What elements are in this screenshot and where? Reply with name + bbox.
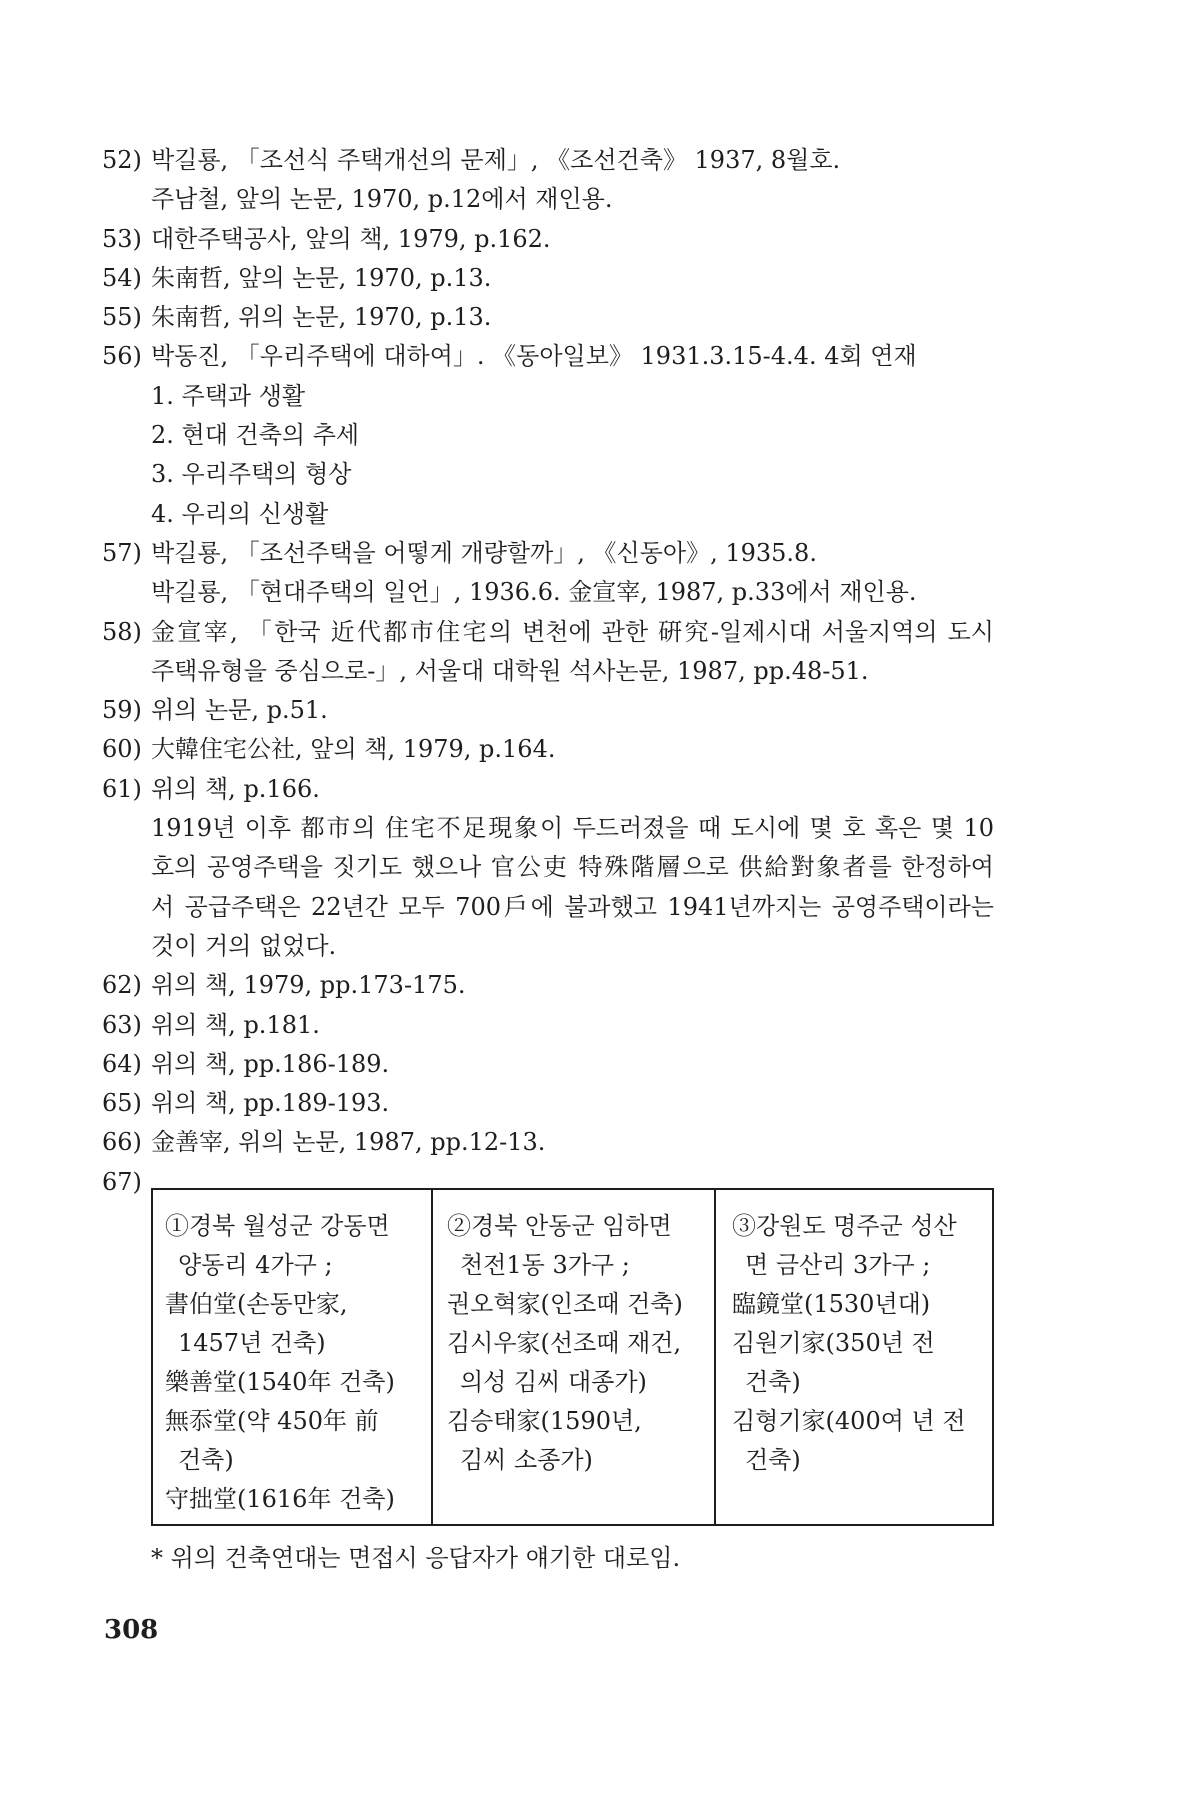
footnote-line: 위의 논문, p.51. — [151, 696, 328, 725]
footnote-line: 위의 책, p.181. — [151, 1010, 320, 1039]
footnote-paragraph-line: 1919년 이후 都市의 住宅不足現象이 두드러졌을 때 도시에 몇 호 혹은 몇 10 — [151, 814, 994, 843]
footnote-line: 주남철, 앞의 논문, 1970, p.12에서 재인용. — [151, 185, 613, 214]
footnote-number: 53) — [102, 224, 142, 253]
footnote-paragraph-line: 것이 거의 없었다. — [151, 931, 337, 960]
footnote-number: 54) — [102, 263, 142, 292]
footnote-list-item: 4. 우리의 신생활 — [151, 499, 329, 528]
footnote-66 — [102, 1123, 994, 1162]
footnote-number: 61) — [102, 774, 142, 803]
footnote-number: 65) — [102, 1089, 142, 1118]
footnotes-list — [102, 141, 994, 1202]
footnote-number: 59) — [102, 696, 142, 725]
footnote-52 — [102, 141, 994, 220]
footnote-line: 박길룡, 「조선식 주택개선의 문제」, 《조선건축》 1937, 8월호. — [151, 146, 841, 174]
table-cell-line: 천전1동 3가구 ; — [460, 1251, 630, 1279]
footnote-paragraph-line: 호의 공영주택을 짓기도 했으나 官公吏 特殊階層으로 供給對象者를 한정하여 — [151, 853, 994, 882]
table-cell-line: 김씨 소종가) — [460, 1446, 593, 1474]
footnote-paragraph-line: 서 공급주택은 22년간 모두 700戶에 불과했고 1941년까지는 공영주택이라는 — [151, 892, 994, 921]
footnote-53 — [102, 220, 994, 259]
table-column-gyeongbuk-wolseong — [153, 1190, 431, 1524]
table-cell-line: ③강원도 명주군 성산 — [732, 1212, 957, 1240]
table-cell-line: 의성 김씨 대종가) — [460, 1368, 647, 1396]
page-number: 308 — [104, 1615, 159, 1645]
table-cell-line: 臨鏡堂(1530년대) — [732, 1290, 931, 1318]
footnote-number: 57) — [102, 538, 142, 567]
table-cell-line: 김승태家(1590년, — [447, 1407, 642, 1435]
table-cell-line: 김형기家(400여 년 전 — [732, 1407, 966, 1435]
footnote-number: 52) — [102, 146, 142, 174]
table-column-gyeongbuk-andong — [431, 1190, 714, 1524]
footnote-57 — [102, 534, 994, 613]
footnote-56 — [102, 337, 994, 533]
footnote-line: 박동진, 「우리주택에 대하여」. 《동아일보》 1931.3.15-4.4. 4회 연재 — [151, 342, 917, 371]
table-cell-line: 樂善堂(1540年 건축) — [165, 1368, 395, 1396]
footnote-number: 60) — [102, 735, 142, 764]
footnote-line: 金善宰, 위의 논문, 1987, pp.12-13. — [151, 1128, 546, 1157]
footnote-number: 58) — [102, 617, 142, 646]
footnote-line: 박길룡, 「조선주택을 어떻게 개량할까」, 《신동아》, 1935.8. — [151, 538, 817, 567]
footnote-number: 63) — [102, 1010, 142, 1039]
table-cell-line: 無忝堂(약 450年 前 — [165, 1407, 379, 1435]
footnote-67-table — [151, 1188, 994, 1526]
footnote-55 — [102, 298, 994, 337]
footnote-62 — [102, 966, 994, 1005]
footnote-number: 55) — [102, 303, 142, 332]
table-cell-line: 건축) — [745, 1368, 801, 1396]
footnote-60 — [102, 730, 994, 769]
table-cell-line: 1457년 건축) — [178, 1329, 326, 1357]
footnote-number: 56) — [102, 342, 142, 371]
footnote-list-item: 2. 현대 건축의 추세 — [151, 421, 360, 450]
table-note: * 위의 건축연대는 면접시 응답자가 얘기한 대로임. — [151, 1544, 681, 1572]
footnote-line: 大韓住宅公社, 앞의 책, 1979, p.164. — [151, 735, 556, 764]
footnote-58 — [102, 613, 994, 692]
table-cell-line: 건축) — [178, 1446, 234, 1474]
footnote-63 — [102, 1006, 994, 1045]
footnote-number: 62) — [102, 971, 142, 1000]
footnote-65 — [102, 1084, 994, 1123]
footnote-line: 박길룡, 「현대주택의 일언」, 1936.6. 金宣宰, 1987, p.33에서 재인용. — [151, 578, 917, 607]
table-cell-line: 김시우家(선조때 재건, — [447, 1329, 682, 1357]
footnote-line: 위의 책, pp.186-189. — [151, 1049, 390, 1078]
footnote-list-item: 3. 우리주택의 형상 — [151, 460, 352, 489]
footnote-number: 66) — [102, 1128, 142, 1157]
table-cell-line: 守拙堂(1616年 건축) — [165, 1485, 395, 1513]
footnote-line: 朱南哲, 위의 논문, 1970, p.13. — [151, 303, 492, 332]
table-cell-line: 권오혁家(인조때 건축) — [447, 1290, 683, 1318]
table-cell-line: 김원기家(350년 전 — [732, 1329, 935, 1357]
footnote-line: 金宣宰, 「한국 近代都市住宅의 변천에 관한 硏究-일제시대 서울지역의 도시 — [151, 617, 994, 646]
table-cell-line: 건축) — [745, 1446, 801, 1474]
footnote-61 — [102, 770, 994, 966]
footnote-line: 주택유형을 중심으로-」, 서울대 대학원 석사논문, 1987, pp.48-51. — [151, 656, 869, 685]
footnote-line: 위의 책, pp.189-193. — [151, 1089, 390, 1118]
table-cell-line: ①경북 월성군 강동면 — [165, 1212, 390, 1240]
footnote-54 — [102, 259, 994, 298]
table-column-gangwon-myeongju — [714, 1190, 992, 1524]
table-cell-line: ②경북 안동군 임하면 — [447, 1212, 672, 1240]
footnote-number: 64) — [102, 1049, 142, 1078]
table-cell-line: 면 금산리 3가구 ; — [745, 1251, 931, 1279]
footnote-line: 대한주택공사, 앞의 책, 1979, p.162. — [151, 224, 551, 253]
footnote-64 — [102, 1045, 994, 1084]
footnote-line: 위의 책, p.166. — [151, 774, 320, 803]
footnote-line: 朱南哲, 앞의 논문, 1970, p.13. — [151, 263, 492, 292]
footnote-list-item: 1. 주택과 생활 — [151, 381, 306, 410]
footnote-number: 67) — [102, 1167, 142, 1196]
footnote-59 — [102, 691, 994, 730]
table-cell-line: 양동리 4가구 ; — [178, 1251, 333, 1279]
footnote-line: 위의 책, 1979, pp.173-175. — [151, 971, 466, 1000]
table-cell-line: 書伯堂(손동만家, — [165, 1290, 348, 1318]
